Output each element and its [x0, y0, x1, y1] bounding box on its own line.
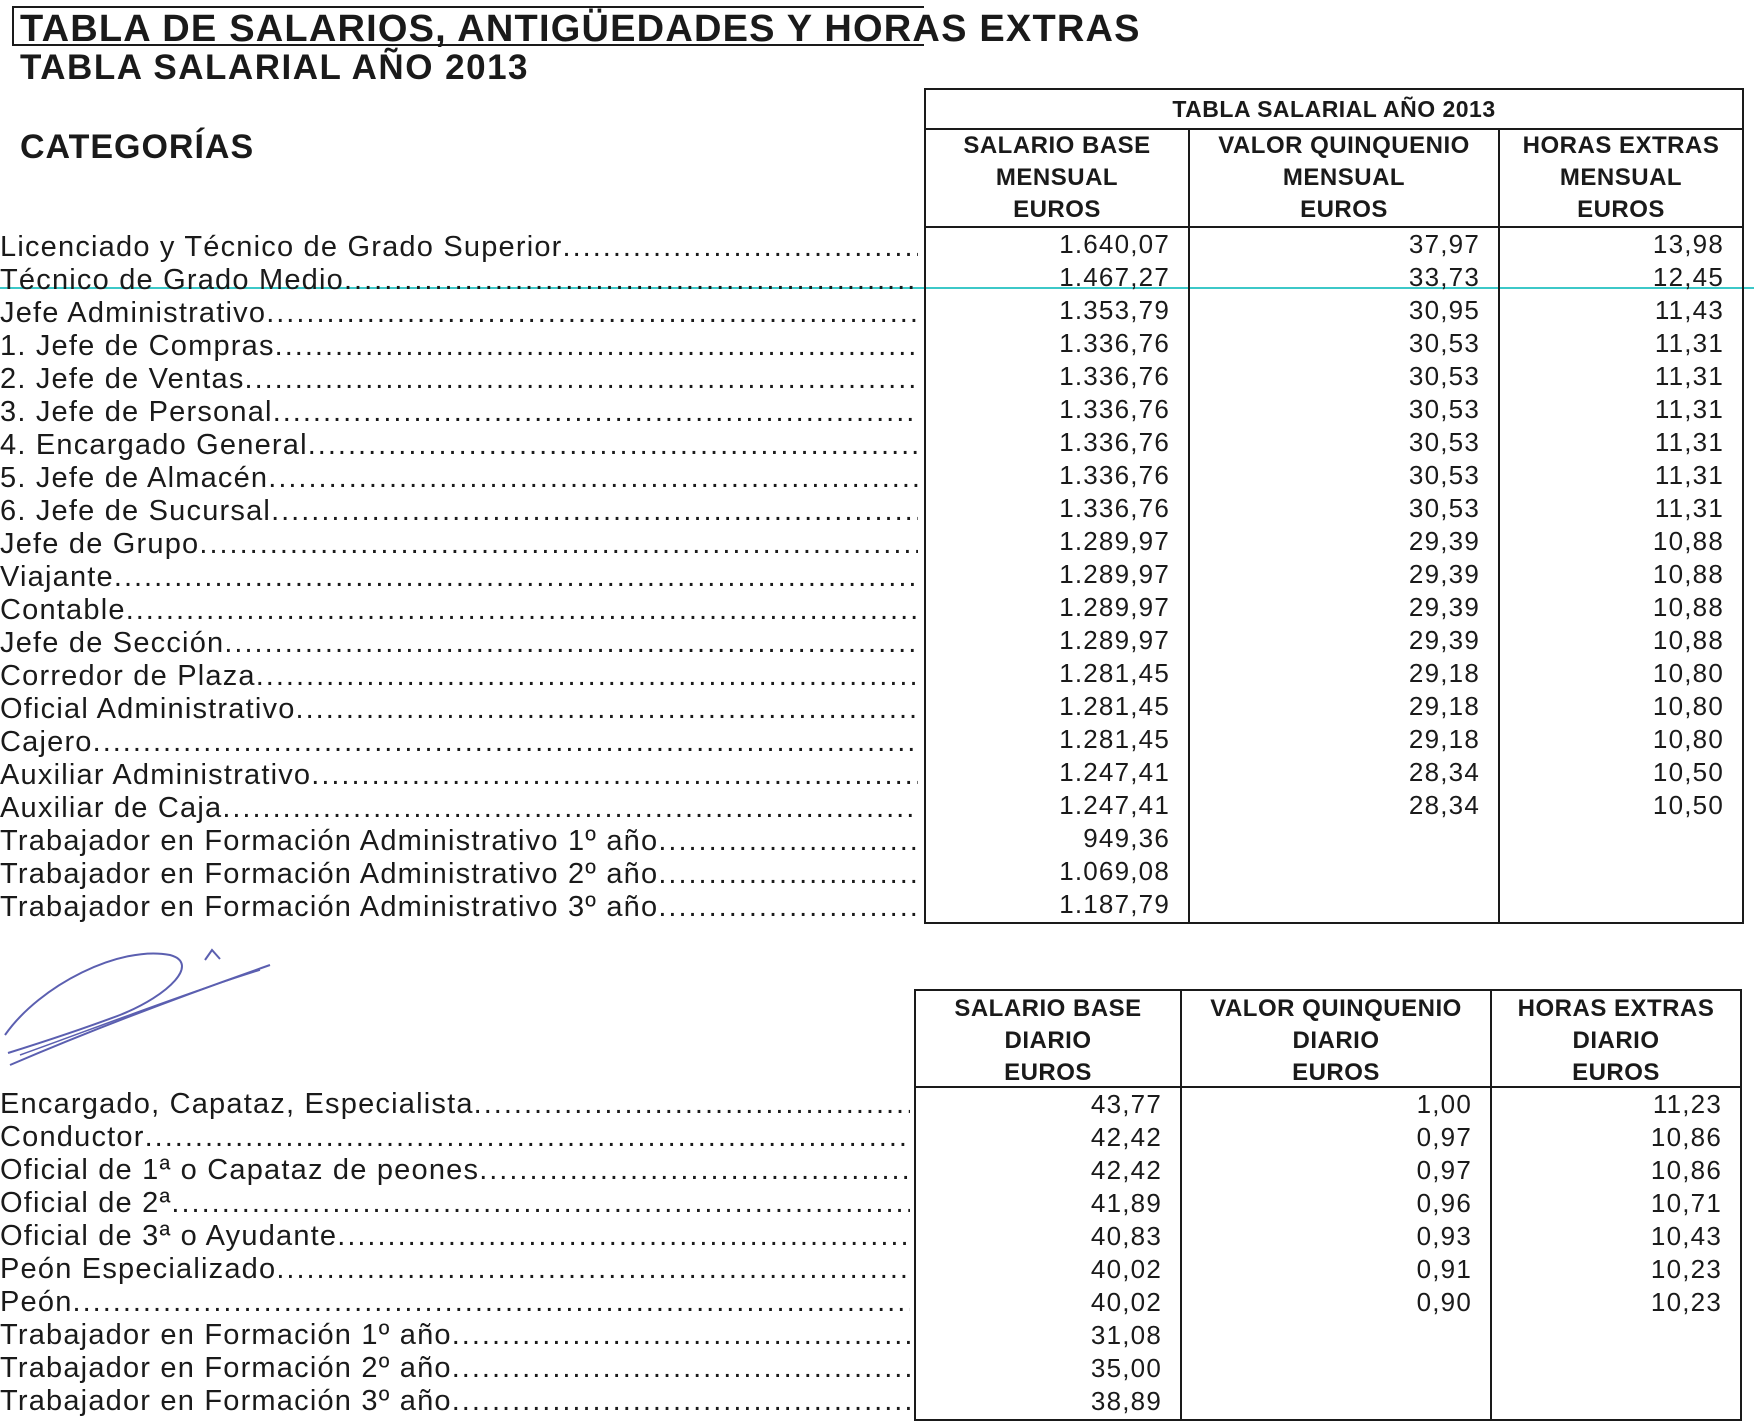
table-cell: 10,86 [1650, 1155, 1722, 1185]
dot-leader [268, 462, 918, 495]
category-row [0, 396, 918, 429]
column-header-line: EUROS [1300, 196, 1388, 223]
category-name: Conductor [0, 1121, 145, 1153]
table-cell: 29,18 [1408, 658, 1480, 688]
category-name: Auxiliar de Caja [0, 792, 223, 824]
dot-leader [658, 825, 918, 858]
table-cell: 42,42 [1090, 1155, 1162, 1185]
table-cell [1190, 855, 1498, 888]
table-cell: 1.289,97 [1059, 559, 1170, 589]
category-row [0, 891, 918, 924]
category-label [0, 297, 918, 330]
table-cell: 30,53 [1408, 427, 1480, 457]
daily-valor-quinquenio-header [1182, 991, 1490, 1088]
table-cell: 1.289,97 [1059, 526, 1170, 556]
table-cell: 11,23 [1652, 1089, 1722, 1119]
table-cell: 1.336,76 [1059, 328, 1170, 358]
category-name: Encargado, Capataz, Especialista [0, 1088, 474, 1120]
dot-leader [452, 1385, 910, 1418]
table-cell: 10,88 [1652, 526, 1724, 556]
category-label [0, 330, 918, 363]
column-header-line: MENSUAL [1559, 164, 1683, 191]
category-row [0, 528, 918, 561]
category-row [0, 594, 918, 627]
column-header-line: HORAS EXTRAS [1517, 995, 1715, 1022]
table-cell: 0,90 [1416, 1287, 1472, 1317]
table-cell: 10,43 [1650, 1221, 1722, 1251]
dot-leader [275, 330, 918, 363]
category-name: 3. Jefe de Personal [0, 396, 273, 428]
table-cell: 30,95 [1408, 295, 1480, 325]
daily-base-column [916, 991, 1180, 1419]
column-header-line: EUROS [1577, 196, 1665, 223]
table-cell: 38,89 [1090, 1386, 1162, 1416]
category-label [0, 594, 918, 627]
category-label [0, 1088, 910, 1121]
column-header-line: HORAS EXTRAS [1522, 132, 1720, 159]
column-cells [1182, 1088, 1490, 1418]
table-cell: 10,86 [1650, 1122, 1722, 1152]
dot-leader [452, 1352, 910, 1385]
dot-leader [222, 792, 918, 825]
dot-leader [224, 627, 918, 660]
category-label [0, 1385, 910, 1418]
dot-leader [658, 891, 918, 924]
category-row [0, 825, 918, 858]
table-cell [1500, 822, 1742, 855]
table-cell: 30,53 [1408, 460, 1480, 490]
category-row [0, 1187, 910, 1220]
column-header-line: EUROS [1292, 1059, 1380, 1086]
handwritten-signature [0, 925, 290, 1075]
daily-salario-base-header [916, 991, 1180, 1088]
category-row [0, 1385, 910, 1418]
table-cell: 1.247,41 [1059, 790, 1170, 820]
table-cell: 0,93 [1416, 1221, 1472, 1251]
monthly-horas-extras-header [1500, 128, 1742, 228]
category-name: 1. Jefe de Compras [0, 330, 275, 362]
column-header-line: DIARIO [1572, 1027, 1660, 1054]
category-label [0, 1286, 910, 1319]
monthly-salario-base-header [926, 128, 1188, 228]
column-header-line: VALOR QUINQUENIO [1210, 995, 1462, 1022]
category-row [0, 627, 918, 660]
table-cell: 29,39 [1408, 625, 1480, 655]
category-row [0, 792, 918, 825]
dot-leader [256, 660, 918, 693]
table-cell: 1.281,45 [1059, 658, 1170, 688]
table-cell: 29,39 [1408, 592, 1480, 622]
category-label [0, 396, 918, 429]
category-row [0, 1286, 910, 1319]
category-row [0, 561, 918, 594]
category-name: Jefe Administrativo [0, 297, 267, 329]
dot-leader [73, 1286, 910, 1319]
category-label [0, 1121, 910, 1154]
table-cell: 0,97 [1416, 1155, 1472, 1185]
table-cell: 33,73 [1408, 262, 1480, 292]
column-header-line: SALARIO BASE [954, 995, 1142, 1022]
column-header-line: EUROS [1572, 1059, 1660, 1086]
monthly-valor-quinquenio-header [1190, 128, 1498, 228]
table-cell: 10,80 [1652, 691, 1724, 721]
daily-horas-extras-header [1492, 991, 1740, 1088]
table-cell [1190, 888, 1498, 921]
table-cell [1190, 822, 1498, 855]
column-header-line: DIARIO [1004, 1027, 1092, 1054]
table-cell: 1.336,76 [1059, 427, 1170, 457]
category-row [0, 1154, 910, 1187]
category-label [0, 693, 918, 726]
category-name: Peón Especializado [0, 1253, 277, 1285]
category-name: Oficial de 2ª [0, 1187, 172, 1219]
column-cells [926, 228, 1188, 921]
table-cell: 10,88 [1652, 592, 1724, 622]
dot-leader [344, 264, 918, 297]
category-name: Trabajador en Formación 1º año [0, 1319, 452, 1351]
table-cell [1182, 1319, 1490, 1352]
table-cell [1492, 1319, 1740, 1352]
table-cell: 1.353,79 [1059, 295, 1170, 325]
category-name: Trabajador en Formación Administrativo 1º año [0, 825, 659, 857]
category-name: Contable [0, 594, 126, 626]
dot-leader [563, 231, 918, 264]
category-label [0, 792, 918, 825]
category-name: Corredor de Plaza [0, 660, 256, 692]
column-header-line: SALARIO BASE [963, 132, 1151, 159]
category-label [0, 1352, 910, 1385]
daily-quinquenio-column [1180, 991, 1490, 1419]
table-cell: 11,31 [1654, 460, 1724, 490]
dot-leader [479, 1154, 910, 1187]
table-cell: 13,98 [1652, 229, 1724, 259]
category-label [0, 363, 918, 396]
monthly-base-column [926, 128, 1188, 922]
category-row [0, 330, 918, 363]
category-name: Oficial de 1ª o Capataz de peones [0, 1154, 480, 1186]
table-cell: 42,42 [1090, 1122, 1162, 1152]
table-cell: 11,31 [1654, 427, 1724, 457]
category-name: Licenciado y Técnico de Grado Superior [0, 231, 563, 263]
table-cell: 1.640,07 [1059, 229, 1170, 259]
dot-leader [337, 1220, 910, 1253]
category-label [0, 429, 918, 462]
table-cell: 1.247,41 [1059, 757, 1170, 787]
dot-leader [126, 594, 918, 627]
category-name: 2. Jefe de Ventas [0, 363, 245, 395]
dot-leader [114, 561, 918, 594]
category-row [0, 1220, 910, 1253]
table-cell: 10,80 [1652, 658, 1724, 688]
table-cell: 1.289,97 [1059, 592, 1170, 622]
table-cell: 10,23 [1650, 1287, 1722, 1317]
category-name: Trabajador en Formación 2º año [0, 1352, 452, 1384]
category-row [0, 1253, 910, 1286]
table-cell: 31,08 [1090, 1320, 1162, 1350]
table-cell: 10,88 [1652, 625, 1724, 655]
category-name: Jefe de Grupo [0, 528, 200, 560]
category-label [0, 627, 918, 660]
daily-category-list [0, 1088, 910, 1418]
table-cell: 30,53 [1408, 328, 1480, 358]
dot-leader [245, 363, 918, 396]
table-cell: 10,80 [1652, 724, 1724, 754]
table-cell [1492, 1385, 1740, 1418]
table-cell: 12,45 [1652, 262, 1724, 292]
category-name: Cajero [0, 726, 93, 758]
dot-leader [474, 1088, 910, 1121]
category-row [0, 1319, 910, 1352]
table-cell: 1.281,45 [1059, 724, 1170, 754]
category-label [0, 264, 918, 297]
category-label [0, 825, 918, 858]
category-label [0, 858, 918, 891]
table-cell: 37,97 [1408, 229, 1480, 259]
category-row [0, 429, 918, 462]
table-cell: 10,50 [1652, 757, 1724, 787]
category-row [0, 660, 918, 693]
category-row [0, 1352, 910, 1385]
category-label [0, 1253, 910, 1286]
table-cell: 40,02 [1090, 1287, 1162, 1317]
table-cell: 10,50 [1652, 790, 1724, 820]
category-row [0, 759, 918, 792]
category-name: Oficial Administrativo [0, 693, 296, 725]
category-label [0, 231, 918, 264]
category-name: Oficial de 3ª o Ayudante [0, 1220, 338, 1252]
table-cell [1500, 855, 1742, 888]
table-cell: 28,34 [1408, 757, 1480, 787]
table-cell: 10,88 [1652, 559, 1724, 589]
column-cells [1500, 228, 1742, 921]
category-name: 5. Jefe de Almacén [0, 462, 269, 494]
category-row [0, 297, 918, 330]
category-row [0, 1121, 910, 1154]
table-cell: 1.336,76 [1059, 493, 1170, 523]
category-name: Trabajador en Formación 3º año [0, 1385, 452, 1417]
dot-leader [658, 858, 918, 891]
table-cell: 28,34 [1408, 790, 1480, 820]
table-cell: 1.336,76 [1059, 394, 1170, 424]
dot-leader [266, 297, 918, 330]
category-name: Viajante [0, 561, 114, 593]
dot-leader [145, 1121, 910, 1154]
column-header-line: VALOR QUINQUENIO [1218, 132, 1470, 159]
table-cell: 29,39 [1408, 559, 1480, 589]
category-row [0, 693, 918, 726]
table-cell [1492, 1352, 1740, 1385]
column-cells [1492, 1088, 1740, 1418]
category-row [0, 726, 918, 759]
category-name: 6. Jefe de Sucursal [0, 495, 272, 527]
daily-horas-column [1490, 991, 1740, 1419]
dot-leader [311, 759, 918, 792]
monthly-category-list [0, 231, 918, 924]
table-cell: 10,23 [1650, 1254, 1722, 1284]
column-header-line: MENSUAL [995, 164, 1119, 191]
table-cell: 949,36 [1083, 823, 1170, 853]
table-cell: 40,83 [1090, 1221, 1162, 1251]
table-cell: 11,43 [1654, 295, 1724, 325]
categories-heading: CATEGORÍAS [20, 128, 255, 166]
table-cell: 43,77 [1090, 1089, 1162, 1119]
column-header-line: DIARIO [1292, 1027, 1380, 1054]
table-cell: 0,97 [1416, 1122, 1472, 1152]
category-label [0, 1187, 910, 1220]
table-cell: 40,02 [1090, 1254, 1162, 1284]
category-name: Trabajador en Formación Administrativo 3º año [0, 891, 659, 923]
column-cells [1190, 228, 1498, 921]
monthly-table-title: TABLA SALARIAL AÑO 2013 [926, 90, 1742, 130]
table-cell: 29,18 [1408, 724, 1480, 754]
table-cell: 1.069,08 [1059, 856, 1170, 886]
column-cells [916, 1088, 1180, 1418]
document-subtitle: TABLA SALARIAL AÑO 2013 [20, 48, 529, 87]
category-label [0, 1154, 910, 1187]
dot-leader [171, 1187, 910, 1220]
category-row [0, 363, 918, 396]
column-header-line: EUROS [1004, 1059, 1092, 1086]
category-label [0, 495, 918, 528]
table-cell: 1,00 [1416, 1089, 1472, 1119]
category-name: Auxiliar Administrativo [0, 759, 312, 791]
table-cell: 10,71 [1650, 1188, 1722, 1218]
table-cell: 1.336,76 [1059, 460, 1170, 490]
table-cell: 30,53 [1408, 493, 1480, 523]
table-cell: 30,53 [1408, 361, 1480, 391]
category-label [0, 726, 918, 759]
table-cell: 11,31 [1654, 394, 1724, 424]
table-cell: 1.289,97 [1059, 625, 1170, 655]
table-cell [1182, 1352, 1490, 1385]
category-name: Técnico de Grado Medio [0, 264, 344, 296]
table-cell: 1.467,27 [1059, 262, 1170, 292]
table-cell: 11,31 [1654, 493, 1724, 523]
table-cell: 29,18 [1408, 691, 1480, 721]
dot-leader [308, 429, 918, 462]
daily-salary-table [914, 989, 1742, 1421]
table-cell: 0,96 [1416, 1188, 1472, 1218]
category-label [0, 561, 918, 594]
dot-leader [276, 1253, 910, 1286]
table-cell [1182, 1385, 1490, 1418]
category-row [0, 462, 918, 495]
table-cell: 35,00 [1090, 1353, 1162, 1383]
category-row [0, 231, 918, 264]
category-row [0, 264, 918, 297]
dot-leader [273, 396, 918, 429]
table-cell: 11,31 [1654, 328, 1724, 358]
category-label [0, 660, 918, 693]
category-label [0, 1220, 910, 1253]
category-row [0, 858, 918, 891]
dot-leader [452, 1319, 910, 1352]
category-label [0, 1319, 910, 1352]
table-cell: 41,89 [1090, 1188, 1162, 1218]
column-header-line: MENSUAL [1282, 164, 1406, 191]
category-row [0, 1088, 910, 1121]
category-name: Trabajador en Formación Administrativo 2º año [0, 858, 659, 890]
category-name: Peón [0, 1286, 73, 1318]
monthly-horas-column [1498, 128, 1742, 922]
column-header-line: EUROS [1013, 196, 1101, 223]
category-name: 4. Encargado General [0, 429, 308, 461]
document-title: TABLA DE SALARIOS, ANTIGÜEDADES Y HORAS EXTRAS [20, 8, 1141, 50]
table-cell: 30,53 [1408, 394, 1480, 424]
table-cell: 1.187,79 [1059, 889, 1170, 919]
category-label [0, 891, 918, 924]
category-label [0, 528, 918, 561]
dot-leader [93, 726, 918, 759]
dot-leader [296, 693, 918, 726]
table-cell [1500, 888, 1742, 921]
category-label [0, 462, 918, 495]
monthly-salary-table [924, 88, 1744, 924]
category-name: Jefe de Sección [0, 627, 225, 659]
category-row [0, 495, 918, 528]
table-cell: 0,91 [1416, 1254, 1472, 1284]
dot-leader [199, 528, 918, 561]
category-label [0, 759, 918, 792]
table-cell: 11,31 [1654, 361, 1724, 391]
monthly-quinquenio-column [1188, 128, 1498, 922]
dot-leader [271, 495, 918, 528]
table-cell: 1.336,76 [1059, 361, 1170, 391]
table-cell: 1.281,45 [1059, 691, 1170, 721]
table-cell: 29,39 [1408, 526, 1480, 556]
